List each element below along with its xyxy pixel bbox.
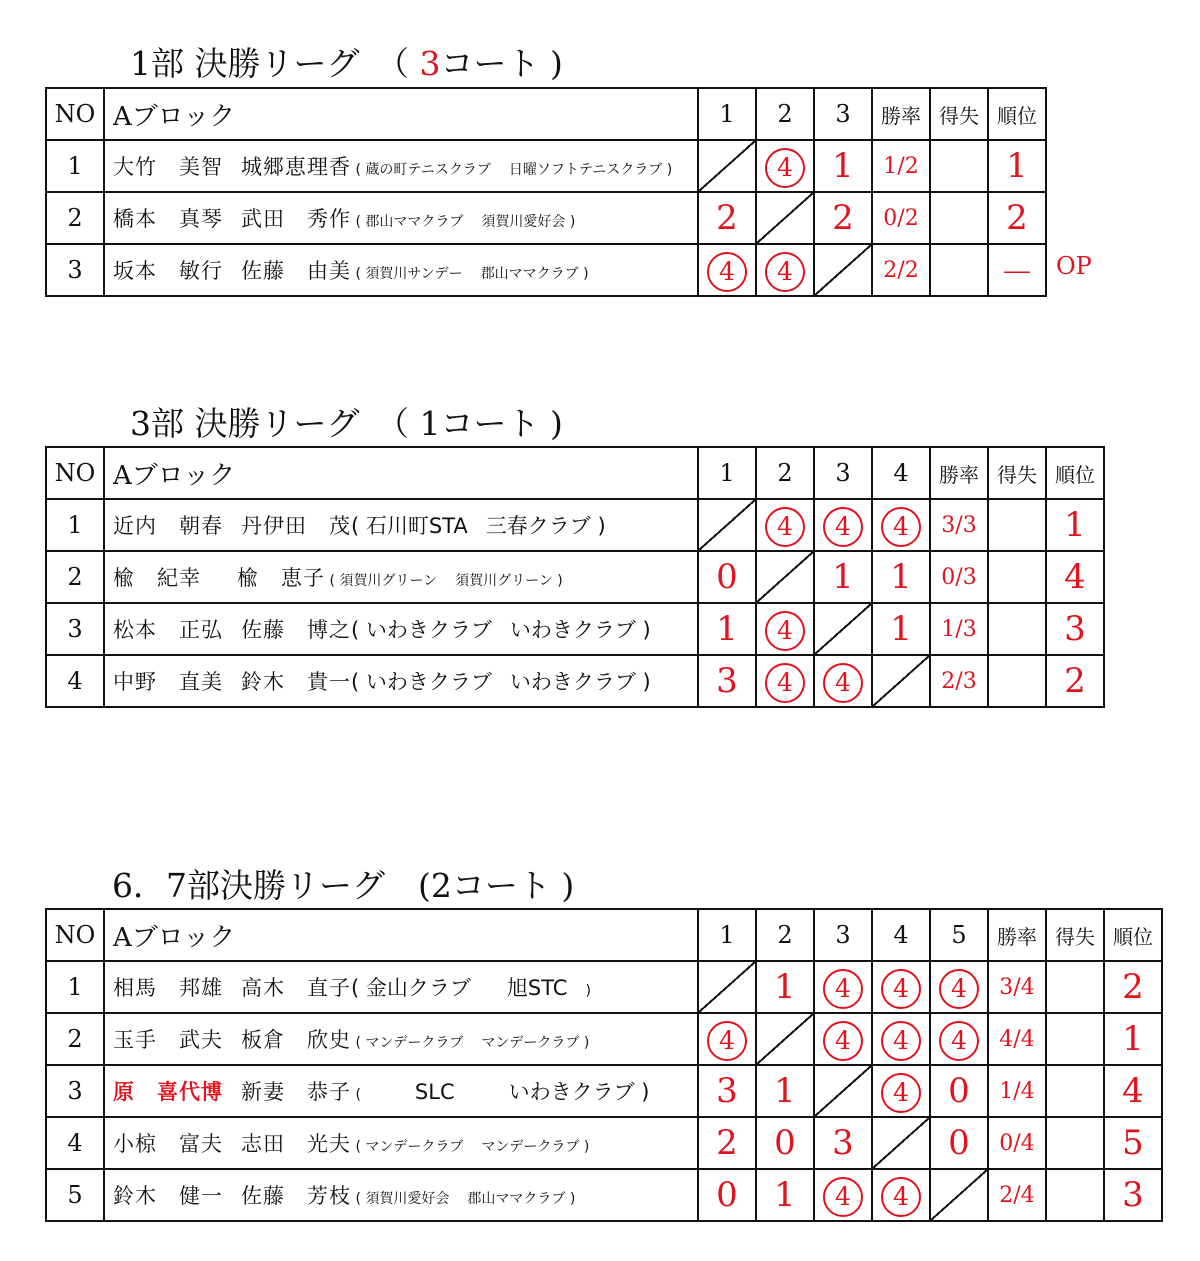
player-1: 玉手 武夫 [113, 1028, 223, 1052]
diagonal-cell [756, 1013, 814, 1065]
tokushitsu-cell [988, 551, 1046, 603]
rank-header: 順位 [1046, 447, 1104, 499]
block-header: Aブロック [104, 88, 698, 140]
score-cell: 4 [814, 1013, 872, 1065]
rate-header: 勝率 [930, 447, 988, 499]
player-1: 鈴木 健一 [113, 1184, 223, 1208]
tokushitsu-cell [1046, 1169, 1104, 1221]
club-2: 旭STC [506, 976, 568, 1000]
score-cell: 4 [872, 961, 930, 1013]
tokushitsu-cell [930, 192, 988, 244]
table-header-row [46, 909, 1162, 961]
score-cell: 0 [930, 1065, 988, 1117]
diagonal-cell [698, 961, 756, 1013]
player-2: 新妻 恭子 [241, 1080, 351, 1104]
rank-header: 順位 [1104, 909, 1162, 961]
player-2: 佐藤 由美 [241, 259, 351, 283]
score-cell: 4 [872, 1013, 930, 1065]
table-row [46, 1013, 1162, 1065]
score-cell: 4 [698, 244, 756, 296]
tokushitsu-cell [988, 655, 1046, 707]
score-cell: 4 [872, 1169, 930, 1221]
diagonal-cell [814, 244, 872, 296]
player-2: 鈴木 貴一 [241, 670, 351, 694]
score-cell: 4 [756, 244, 814, 296]
club-2: いわきクラブ [509, 618, 636, 642]
section2-title: 3部 決勝リーグ （ 1コート ) [130, 404, 563, 443]
tokushitsu-cell [930, 140, 988, 192]
club-1: いわきクラブ [365, 670, 492, 694]
player-1: 橋本 真琴 [113, 207, 223, 231]
club-1: 須賀川サンデー [365, 266, 463, 282]
score-cell: 1 [814, 551, 872, 603]
score-cell: 1 [756, 961, 814, 1013]
table-row [46, 961, 1162, 1013]
player-1: 松本 正弘 [113, 618, 223, 642]
col-header: 4 [872, 909, 930, 961]
score-cell: 4 [756, 655, 814, 707]
col-header: 2 [756, 909, 814, 961]
club-1: 金山クラブ [365, 976, 471, 1000]
score-cell: 0 [756, 1117, 814, 1169]
score-cell: 0 [698, 1169, 756, 1221]
score-cell: 4 [756, 140, 814, 192]
tokushitsu-cell [930, 244, 988, 296]
win-rate: 1/3 [930, 603, 988, 655]
player-2: 佐藤 芳枝 [241, 1184, 351, 1208]
rank-cell: 5 [1104, 1117, 1162, 1169]
tokushitsu-cell [988, 603, 1046, 655]
score-cell: 1 [756, 1065, 814, 1117]
player-2: 城郷恵理香 [241, 155, 351, 179]
col-header: 2 [756, 88, 814, 140]
rate-header: 勝率 [988, 909, 1046, 961]
tokushitsu-cell [988, 499, 1046, 551]
win-rate: 1/4 [988, 1065, 1046, 1117]
row-number: 4 [46, 1117, 104, 1169]
col-header: 1 [698, 447, 756, 499]
score-cell: 4 [756, 499, 814, 551]
row-number: 1 [46, 961, 104, 1013]
row-number: 3 [46, 244, 104, 296]
player-2: 板倉 欣史 [241, 1028, 351, 1052]
table-row [46, 1065, 1162, 1117]
score-cell: 4 [930, 961, 988, 1013]
col-header: 3 [814, 88, 872, 140]
club-2: 郡山ママクラブ [480, 266, 579, 282]
win-rate: 0/2 [872, 192, 930, 244]
rank-cell: 1 [988, 140, 1046, 192]
player-1: 大竹 美智 [113, 155, 223, 179]
block-header: Aブロック [104, 909, 698, 961]
table-row [46, 655, 1104, 707]
rank-cell: 2 [1046, 655, 1104, 707]
player-1: 坂本 敏行 [113, 259, 223, 283]
no-header: NO [46, 88, 104, 140]
score-cell: 4 [698, 1013, 756, 1065]
win-rate: 0/3 [930, 551, 988, 603]
section3-table [45, 908, 1163, 1222]
tokushitsu-cell [1046, 1117, 1104, 1169]
score-cell: 2 [698, 1117, 756, 1169]
diagonal-cell [756, 192, 814, 244]
tokushitsu-header: 得失 [1046, 909, 1104, 961]
row-number: 4 [46, 655, 104, 707]
table-row [46, 192, 1046, 244]
rank-cell: 1 [1104, 1013, 1162, 1065]
score-cell: 4 [814, 655, 872, 707]
score-cell: 4 [814, 1169, 872, 1221]
col-header: 5 [930, 909, 988, 961]
rank-cell: 2 [988, 192, 1046, 244]
diagonal-cell [756, 551, 814, 603]
row-number: 1 [46, 499, 104, 551]
win-rate: 2/3 [930, 655, 988, 707]
win-rate: 3/3 [930, 499, 988, 551]
pair-cell: 小椋 富夫 志田 光夫 ( マンデークラブ マンデークラブ ) [104, 1117, 698, 1169]
pair-cell: 玉手 武夫 板倉 欣史 ( マンデークラブ マンデークラブ ) [104, 1013, 698, 1065]
score-cell: 2 [698, 192, 756, 244]
player-2: 高木 直子 [241, 976, 351, 1000]
tokushitsu-header: 得失 [988, 447, 1046, 499]
tokushitsu-cell [1046, 1013, 1104, 1065]
win-rate: 0/4 [988, 1117, 1046, 1169]
score-cell: 2 [814, 192, 872, 244]
score-cell: 3 [698, 1065, 756, 1117]
pair-cell: 橋本 真琴 武田 秀作 ( 郡山ママクラブ 須賀川愛好会 ) [104, 192, 698, 244]
player-2: 佐藤 博之 [241, 618, 351, 642]
table-header-row [46, 88, 1046, 140]
pair-cell: 坂本 敏行 佐藤 由美 ( 須賀川サンデー 郡山ママクラブ ) [104, 244, 698, 296]
row-number: 3 [46, 1065, 104, 1117]
rank-header: 順位 [988, 88, 1046, 140]
club-2: 三春クラブ [485, 514, 591, 538]
tokushitsu-header: 得失 [930, 88, 988, 140]
club-1: 郡山ママクラブ [365, 214, 464, 230]
rank-cell: 4 [1104, 1065, 1162, 1117]
player-1-highlighted: 原 喜代博 [113, 1080, 223, 1104]
col-header: 4 [872, 447, 930, 499]
diagonal-cell [930, 1169, 988, 1221]
pair-cell: 原 喜代博 新妻 恭子 ( SLC いわきクラブ ) [104, 1065, 698, 1117]
score-cell: 3 [814, 1117, 872, 1169]
score-cell: 4 [814, 499, 872, 551]
player-1: 小椋 富夫 [113, 1132, 223, 1156]
player-2: 武田 秀作 [241, 207, 351, 231]
club-1: マンデークラブ [365, 1035, 464, 1051]
score-cell: 1 [698, 603, 756, 655]
diagonal-cell [872, 655, 930, 707]
diagonal-cell [814, 1065, 872, 1117]
score-cell: 1 [756, 1169, 814, 1221]
player-2: 楡 恵子 [237, 566, 325, 590]
row-number: 2 [46, 192, 104, 244]
pair-cell: 楡 紀幸 楡 恵子 ( 須賀川グリーン 須賀川グリーン ) [104, 551, 698, 603]
tokushitsu-cell [1046, 961, 1104, 1013]
rank-cell: 4 [1046, 551, 1104, 603]
rank-cell: 2 [1104, 961, 1162, 1013]
block-header: Aブロック [104, 447, 698, 499]
row-number: 5 [46, 1169, 104, 1221]
diagonal-cell [814, 603, 872, 655]
score-cell: 4 [756, 603, 814, 655]
tokushitsu-cell [1046, 1065, 1104, 1117]
score-cell: 4 [872, 1065, 930, 1117]
score-cell: 1 [872, 603, 930, 655]
club-2: 須賀川グリーン [455, 573, 553, 589]
table-row [46, 1117, 1162, 1169]
pair-cell: 大竹 美智 城郷恵理香 ( 蔵の町テニスクラブ 日曜ソフトテニスクラブ ) [104, 140, 698, 192]
row-number: 3 [46, 603, 104, 655]
pair-cell: 相馬 邦雄 高木 直子( 金山クラブ 旭STC ) [104, 961, 698, 1013]
score-cell: 4 [930, 1013, 988, 1065]
player-1: 近内 朝春 [113, 514, 223, 538]
score-cell: 0 [930, 1117, 988, 1169]
row-number: 2 [46, 551, 104, 603]
club-2: 日曜ソフトテニスクラブ [508, 162, 663, 178]
pair-cell: 鈴木 健一 佐藤 芳枝 ( 須賀川愛好会 郡山ママクラブ ) [104, 1169, 698, 1221]
section1-table [45, 87, 1047, 297]
score-cell: 0 [698, 551, 756, 603]
club-2: マンデークラブ [481, 1139, 580, 1155]
table-row [46, 603, 1104, 655]
club-1: いわきクラブ [365, 618, 492, 642]
win-rate: 2/2 [872, 244, 930, 296]
diagonal-cell [698, 499, 756, 551]
player-2: 丹伊田 茂 [241, 514, 351, 538]
win-rate: 1/2 [872, 140, 930, 192]
table-row [46, 140, 1046, 192]
row-number: 1 [46, 140, 104, 192]
rate-header: 勝率 [872, 88, 930, 140]
rank-cell: 1 [1046, 499, 1104, 551]
score-cell: 1 [872, 551, 930, 603]
col-header: 1 [698, 909, 756, 961]
player-1: 中野 直美 [113, 670, 223, 694]
club-2: いわきクラブ [508, 1080, 635, 1104]
col-header: 2 [756, 447, 814, 499]
rank-cell: 3 [1046, 603, 1104, 655]
player-1: 相馬 邦雄 [113, 976, 223, 1000]
win-rate: 2/4 [988, 1169, 1046, 1221]
club-2: いわきクラブ [509, 670, 636, 694]
player-1: 楡 紀幸 [113, 566, 201, 590]
club-1: 須賀川グリーン [339, 573, 438, 589]
player-2: 志田 光夫 [241, 1132, 351, 1156]
table-row [46, 1169, 1162, 1221]
no-header: NO [46, 447, 104, 499]
score-cell: 3 [698, 655, 756, 707]
table-header-row [46, 447, 1104, 499]
club-1: 石川町STA [365, 514, 468, 538]
club-1: SLC [414, 1080, 455, 1104]
club-2: 郡山ママクラブ [467, 1191, 566, 1207]
row-number: 2 [46, 1013, 104, 1065]
section3-title: 6．7部決勝リーグ (2コート ) [112, 866, 575, 905]
diagonal-cell [872, 1117, 930, 1169]
table-row [46, 551, 1104, 603]
club-1: マンデークラブ [365, 1139, 464, 1155]
diagonal-cell [698, 140, 756, 192]
no-header: NO [46, 909, 104, 961]
score-cell: 1 [814, 140, 872, 192]
club-2: マンデークラブ [481, 1035, 580, 1051]
score-cell: 4 [872, 499, 930, 551]
section2-table [45, 446, 1105, 708]
pair-cell: 近内 朝春 丹伊田 茂( 石川町STA 三春クラブ ) [104, 499, 698, 551]
score-cell: 4 [814, 961, 872, 1013]
rank-cell: 3 [1104, 1169, 1162, 1221]
pair-cell: 中野 直美 鈴木 貴一( いわきクラブ いわきクラブ ) [104, 655, 698, 707]
section1-court-number: 3 [419, 44, 441, 83]
win-rate: 4/4 [988, 1013, 1046, 1065]
club-1: 須賀川愛好会 [365, 1191, 450, 1207]
col-header: 1 [698, 88, 756, 140]
col-header: 3 [814, 447, 872, 499]
pair-cell: 松本 正弘 佐藤 博之( いわきクラブ いわきクラブ ) [104, 603, 698, 655]
op-label: OP [1056, 252, 1092, 280]
club-2: 須賀川愛好会 [481, 214, 566, 230]
col-header: 3 [814, 909, 872, 961]
rank-cell: － [988, 244, 1046, 296]
club-1: 蔵の町テニスクラブ [365, 162, 491, 178]
win-rate: 3/4 [988, 961, 1046, 1013]
table-row [46, 244, 1046, 296]
section1-title: 1部 決勝リーグ （ 3コート ) [130, 44, 563, 83]
table-row [46, 499, 1104, 551]
